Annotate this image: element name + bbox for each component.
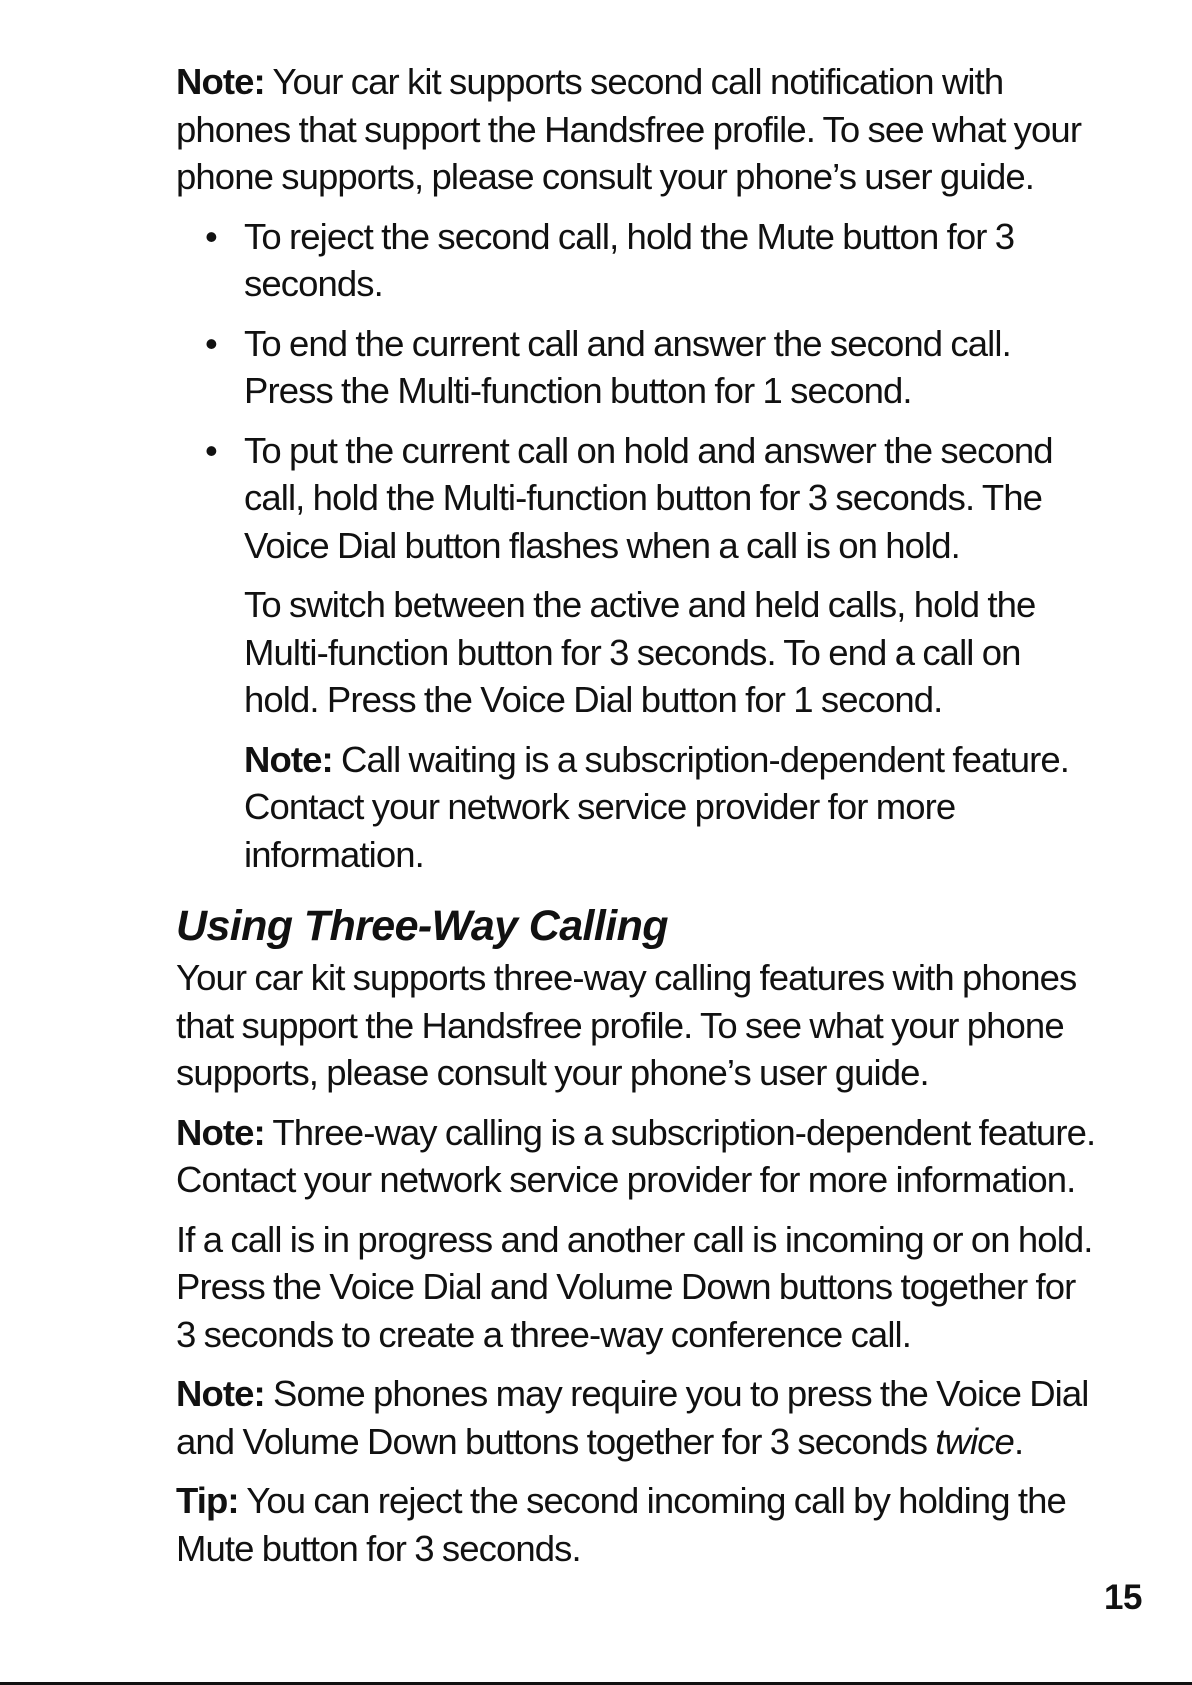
note-three-way: [176, 1109, 1096, 1204]
list-item-text: To end the current call and answer the second call. Press the Multi-function button for 1 second.: [244, 322, 1011, 411]
section-heading: Using Three-Way Calling: [176, 902, 668, 950]
page-number: 15: [1104, 1578, 1142, 1617]
note-label: Note:: [176, 1373, 265, 1414]
bullet-icon: •: [205, 322, 217, 364]
note-second-call: [176, 58, 1096, 201]
note-end: .: [1013, 1420, 1024, 1462]
note-call-waiting: [176, 736, 1096, 879]
page-content: [176, 58, 1096, 1584]
bullet-list: [176, 213, 1096, 570]
note-label: Note:: [244, 738, 333, 780]
emphasis-text: twice: [935, 1420, 1014, 1462]
bullet-icon: •: [205, 215, 217, 257]
list-item-text: To put the current call on hold and answer the second call, hold the Multi-function button for 3 seconds. The Voice Dial button flashes when a call is on hold.: [244, 429, 1053, 566]
list-item-text: To reject the second call, hold the Mute button for 3 seconds.: [244, 215, 1015, 304]
bullet-icon: •: [205, 429, 217, 471]
switch-calls-paragraph: To switch between the active and held calls, hold the Multi-function button for 3 seconds. To end a call on hold. Press the Voice Dial button for 1 second.: [244, 584, 1036, 720]
note-label: Note:: [176, 1111, 265, 1153]
note-text: Three-way calling is a subscription-dependent feature. Contact your network service provider for more information.: [176, 1111, 1096, 1200]
tip-paragraph: [176, 1477, 1096, 1572]
tip-label: Tip:: [176, 1480, 239, 1521]
tip-text: You can reject the second incoming call by holding the Mute button for 3 seconds.: [176, 1480, 1066, 1569]
note-text: Call waiting is a subscription-dependent feature. Contact your network service provider for more information.: [244, 738, 1069, 875]
three-way-intro: Your car kit supports three-way calling features with phones that support the Handsfree profile. To see what your phone supports, please consult your phone’s user guide.: [176, 957, 1077, 1093]
list-item: [176, 427, 1096, 570]
list-item: [176, 320, 1096, 415]
note-text: Some phones may require you to press the Voice Dial and Volume Down buttons together for 3 seconds: [176, 1373, 1089, 1462]
conference-instructions: If a call is in progress and another call is incoming or on hold. Press the Voice Dial and Volume Down buttons together for 3 seconds to create a three-way conference call.: [176, 1218, 1093, 1355]
note-label: Note:: [176, 61, 265, 102]
note-twice: [176, 1370, 1096, 1465]
note-text: Your car kit supports second call notification with phones that support the Handsfree profile. To see what your phone supports, please consult your phone’s user guide.: [176, 61, 1082, 197]
list-item: [176, 213, 1096, 308]
